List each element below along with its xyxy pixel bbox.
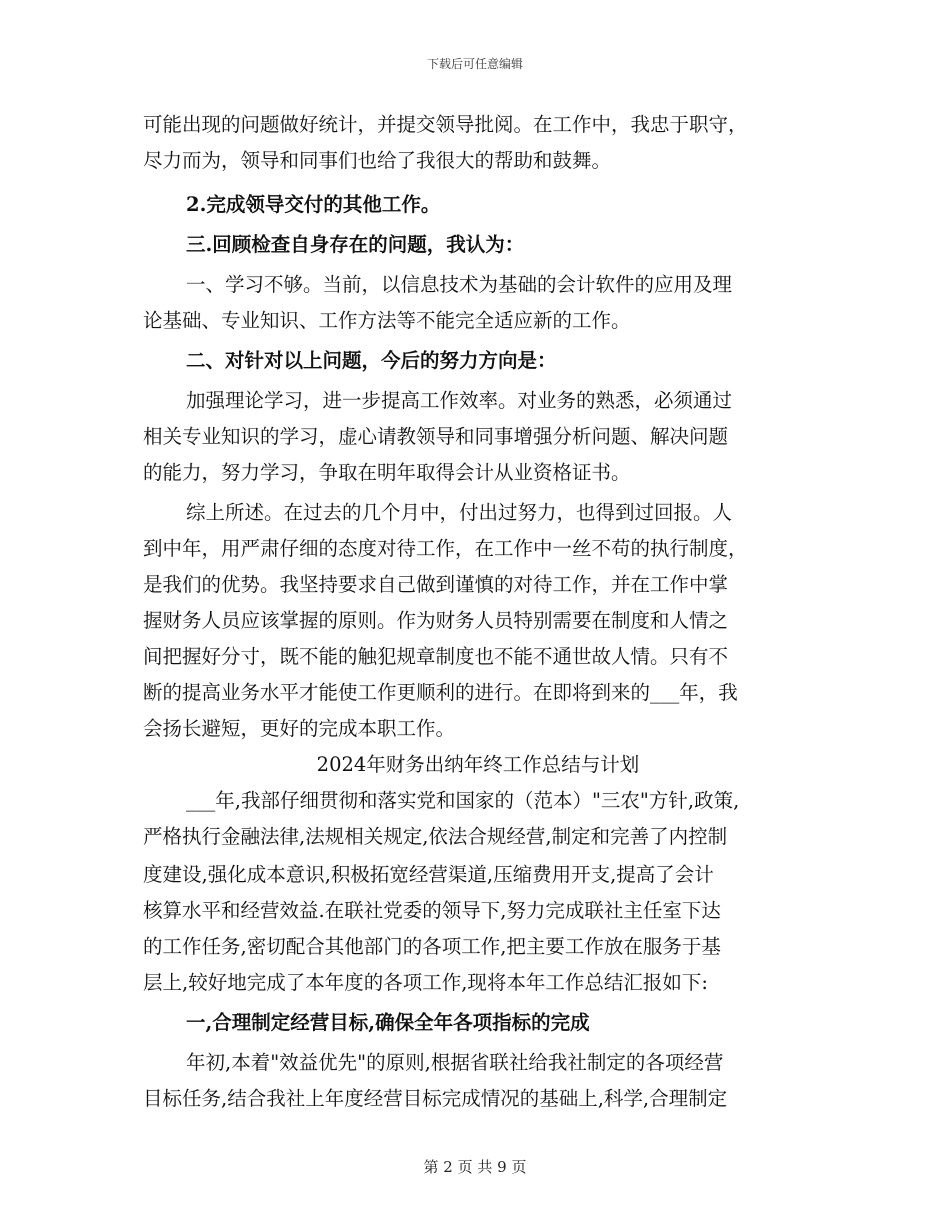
paragraph-line: 的工作任务,密切配合其他部门的各项工作,把主要工作放在服务于基 bbox=[143, 935, 721, 958]
paragraph-line: 年初,本着"效益优先"的原则,根据省联社给我社制定的各项经营 bbox=[186, 1051, 724, 1074]
paragraph-line: 一、学习不够。当前，以信息技术为基础的会计软件的应用及理 bbox=[186, 273, 733, 296]
paragraph-line: 相关专业知识的学习，虚心请教领导和同事增强分析问题、解决问题 bbox=[143, 425, 729, 448]
paragraph-line: 度建设,强化成本意识,积极拓宽经营渠道,压缩费用开支,提高了会计 bbox=[143, 863, 714, 886]
section-heading: 二、对针对以上问题，今后的努力方向是： bbox=[186, 349, 557, 372]
paragraph-line: 严格执行金融法律,法规相关规定,依法合规经营,制定和完善了内控制 bbox=[143, 825, 728, 848]
paragraph-line: 握财务人员应该掌握的原则。作为财务人员特别需要在制度和人情之 bbox=[143, 609, 729, 632]
section-heading: 三.回顾检查自身存在的问题，我认为： bbox=[186, 233, 525, 256]
section-heading: 一,合理制定经营目标,确保全年各项指标的完成 bbox=[186, 1011, 590, 1034]
paragraph-line: 会扬长避短，更好的完成本职工作。 bbox=[143, 717, 456, 740]
paragraph-line: 加强理论学习，进一步提高工作效率。对业务的熟悉，必须通过 bbox=[186, 389, 733, 412]
paragraph-line: 综上所述。在过去的几个月中，付出过努力，也得到过回报。人 bbox=[186, 501, 733, 524]
paragraph-line: 可能出现的问题做好统计，并提交领导批阅。在工作中，我忠于职守， bbox=[143, 113, 748, 136]
document-title: 2024年财务出纳年终工作总结与计划 bbox=[316, 753, 640, 776]
paragraph-line: 尽力而为，领导和同事们也给了我很大的帮助和鼓舞。 bbox=[143, 149, 612, 172]
paragraph-line: ___年,我部仔细贯彻和落实党和国家的（范本）"三农"方针,政策, bbox=[186, 789, 740, 812]
page-header: 下载后可任意编辑 bbox=[426, 57, 523, 71]
section-heading: 2.完成领导交付的其他工作。 bbox=[186, 193, 441, 216]
paragraph-line: 间把握好分寸，既不能的触犯规章制度也不能不通世故人情。只有不 bbox=[143, 645, 729, 668]
paragraph-line: 的能力，努力学习，争取在明年取得会计从业资格证书。 bbox=[143, 461, 631, 484]
page-number: 第 2 页 共 9 页 bbox=[423, 1158, 527, 1176]
paragraph-line: 层上,较好地完成了本年度的各项工作,现将本年工作总结汇报如下: bbox=[143, 971, 708, 994]
paragraph-line: 论基础、专业知识、工作方法等不能完全适应新的工作。 bbox=[143, 309, 631, 332]
paragraph-line: 到中年，用严肃仔细的态度对待工作，在工作中一丝不苟的执行制度， bbox=[143, 537, 748, 560]
paragraph-line: 是我们的优势。我坚持要求自己做到谨慎的对待工作，并在工作中掌 bbox=[143, 573, 729, 596]
paragraph-line: 目标任务,结合我社上年度经营目标完成情况的基础上,科学,合理制定 bbox=[143, 1087, 728, 1110]
paragraph-line: 核算水平和经营效益.在联社党委的领导下,努力完成联社主任室下达 bbox=[143, 899, 721, 922]
paragraph-line: 断的提高业务水平才能使工作更顺利的进行。在即将到来的___年，我 bbox=[143, 681, 738, 704]
